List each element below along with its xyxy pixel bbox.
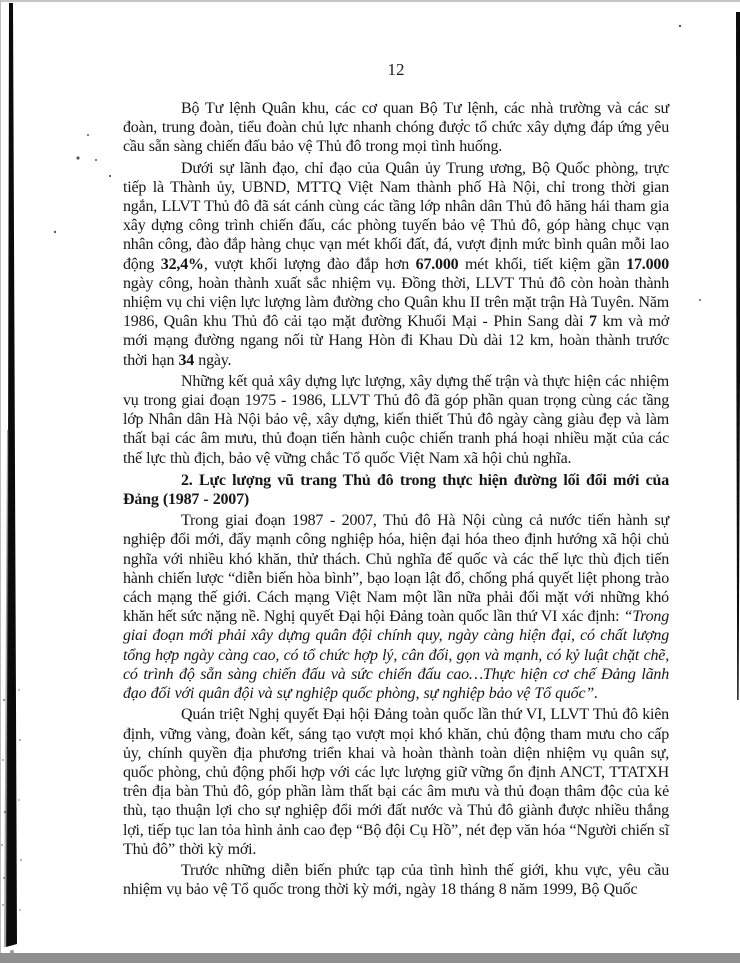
scanner-bar-bottom — [0, 953, 740, 963]
text-run: 2. Lực lượng vũ trang Thủ đô trong thực hiện đường lối đổi mới của Đảng (1987 - 2007) — [123, 471, 669, 509]
text-run: 7 — [588, 313, 597, 331]
text-run: Trước những diễn biến phức tạp của tình hình thế giới, khu vực, yêu cầu nhiệm vụ bảo vệ Tổ quốc trong thời kỳ mới, ngày 18 tháng 8 năm 1999, Bộ Quốc — [123, 861, 669, 899]
paragraph — [123, 159, 669, 370]
text-run: ngày. — [194, 351, 232, 369]
text-run: 34 — [178, 351, 195, 369]
text-run: Quán triệt Nghị quyết Đại hội Đảng toàn quốc lần thứ VI, LLVT Thủ đô kiên định, vững vàng, đoàn kết, sáng tạo vượt mọi khó khăn, chủ động tham mưu cho cấp ủy, chính quyền địa phương triển khai và hoàn thành toàn diện nhiệm vụ quân sự, quốc phòng, chủ động phối hợp với các lực lượng giữ vững ổn định ANCT, TTATXH trên địa bàn Thủ đô, góp phần làm thất bại các âm mưu và thủ đoạn thâm độc của kẻ thù, tạo thuận lợi cho sự nghiệp đổi mới đất nước và Thủ đô giành được nhiều thắng lợi, tiếp tục lan tỏa hình ảnh cao đẹp “Bộ đội Cụ Hồ”, nét đẹp văn hóa “Người chiến sĩ Thủ đô” thời kỳ mới. — [123, 706, 669, 858]
text-run: km và mở mới mạng đường ngang nối từ Hang Hòn đi Khau Dù dài 12 km, hoàn thành trước thời hạn — [123, 313, 669, 369]
text-run: 67.000 — [415, 255, 459, 273]
paragraph — [123, 372, 669, 468]
paragraph — [123, 511, 669, 703]
page-number: 12 — [387, 60, 405, 79]
paragraph — [123, 861, 669, 899]
text-run: “Trong giai đoạn mới phải xây dựng quân đội chính quy, ngày càng hiện đại, có chất lượng tổng hợp ngày càng cao, có tổ chức hợp lý, cân đối, gọn và mạnh, có kỷ luật chặt chẽ, có trình độ sẵn sàng chiến đấu và sức chiến đấu cao…Thực hiện cơ chế Đảng lãnh đạo đối với quân đội và sự nghiệp quốc phòng, sự nghiệp bảo vệ Tổ quốc”. — [123, 608, 669, 703]
page-body — [123, 99, 669, 899]
text-run: mét khối, tiết kiệm gần — [458, 255, 627, 273]
section-heading — [123, 471, 669, 509]
text-run: Bộ Tư lệnh Quân khu, các cơ quan Bộ Tư lệnh, các nhà trường và các sư đoàn, trung đoàn, tiểu đoàn chủ lực nhanh chóng được tổ chức xây dựng đáp ứng yêu cầu sẵn sàng chiến đấu bảo vệ Thủ đô trong mọi tình huống. — [123, 100, 669, 156]
text-run: 17.000 — [626, 255, 669, 273]
page-edge-right — [736, 12, 740, 700]
text-run: Những kết quả xây dựng lực lượng, xây dựng thế trận và thực hiện các nhiệm vụ trong giai đoạn 1975 - 1986, LLVT Thủ đô đã góp phần quan trọng cùng các tầng lớp Nhân dân Hà Nội bảo vệ, xây dựng, kiến thiết Thủ đô ngày càng giàu đẹp và làm thất bại các âm mưu, thủ đoạn tiến hành cuộc chiến tranh phá hoại nhiều mặt của các thế lực thù địch, bảo vệ vững chắc Tổ quốc Việt Nam xã hội chủ nghĩa. — [123, 372, 670, 467]
text-run: ngày công, hoàn thành xuất sắc nhiệm vụ. Đồng thời, LLVT Thủ đô còn hoàn thành nhiệm vụ chi viện lực lượng làm đường cho Quân khu II trên mặt trận Hà Tuyên. Năm 1986, Quân khu Thủ đô cải tạo mặt đường Khuổi Mại - Phin Sang dài — [123, 274, 669, 331]
text-run: 32,4% — [160, 255, 204, 273]
paragraph — [123, 99, 669, 157]
paragraph — [123, 705, 669, 859]
text-run: Dưới sự lãnh đạo, chỉ đạo của Quân ủy Trung ương, Bộ Quốc phòng, trực tiếp là Thành ủy, UBND, MTTQ Việt Nam thành phố Hà Nội, chỉ trong thời gian ngắn, LLVT Thủ đô đã sát cánh cùng các tầng lớp nhân dân Thủ đô hăng hái tham gia xây dựng công trình chiến đấu, các phòng tuyến bảo vệ Thủ đô, góp hàng chục vạn nhân công, đào đắp hàng chục vạn mét khối đất, đá, vượt định mức bình quân mỗi lao động — [123, 159, 669, 273]
text-run: , vượt khối lượng đào đắp hơn — [203, 255, 416, 273]
text-run: Trong giai đoạn 1987 - 2007, Thủ đô Hà Nội cùng cả nước tiến hành sự nghiệp đổi mới, đẩy mạnh công nghiệp hóa, hiện đại hóa theo định hướng xã hội chủ nghĩa với nhiều khó khăn, thử thách. Chủ nghĩa đế quốc và các thế lực thù địch tiến hành chiến lược “diễn biến hòa bình”, bạo loạn lật đổ, chống phá quyết liệt phong trào cách mạng thế giới. Cách mạng Việt Nam một lần nữa phải đối mặt với những khó khăn hết sức nặng nề. Nghị quyết Đại hội Đảng toàn quốc lần thứ VI xác định: — [123, 512, 669, 626]
